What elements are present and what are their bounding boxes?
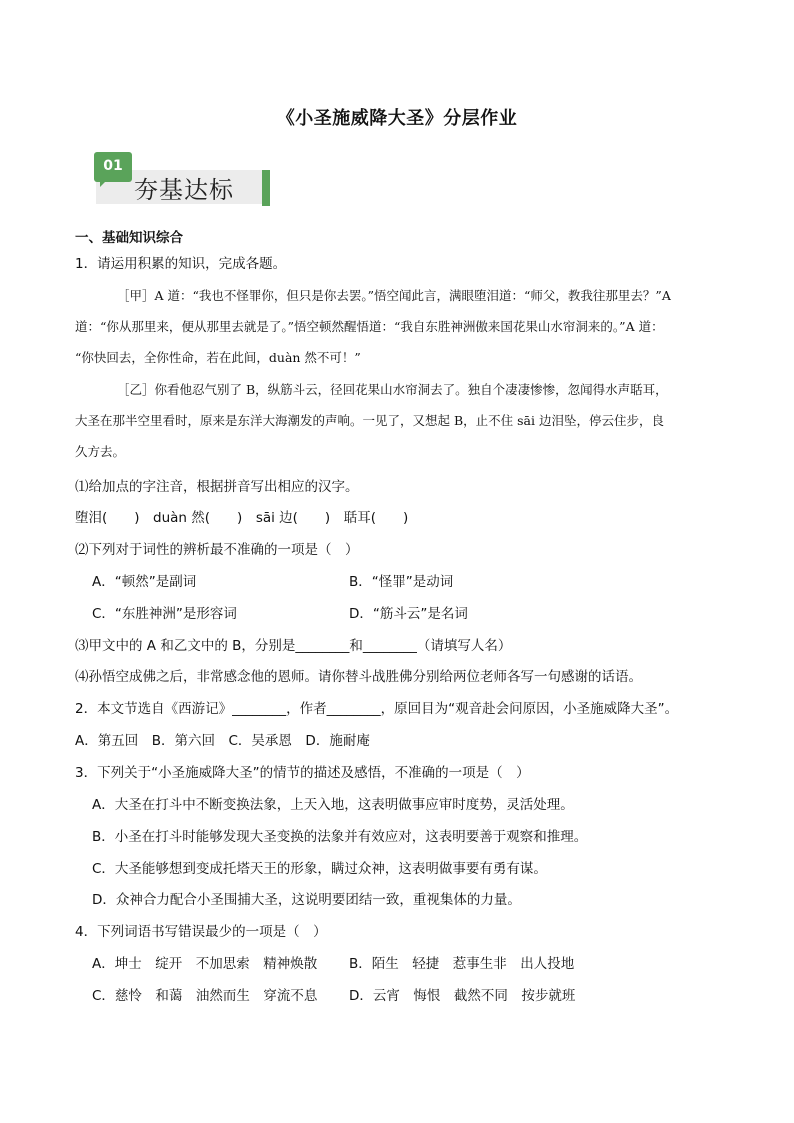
question-2-options: A．第五回 B．第六回 C．吴承恩 D．施耐庵 bbox=[75, 733, 370, 749]
passage-a-line: ［甲］A 道：“我也不怪罪你，但只是你去罢。”悟空闻此言，满眼堕泪道：“师父，教我往那里去？”A bbox=[117, 288, 671, 303]
sub-question-2: ⑵下列对于词性的辨析最不准确的一项是（ ） bbox=[75, 542, 359, 558]
pinyin-blanks: 堕泪( ) duàn 然( ) sāi 边( ) 聒耳( ) bbox=[75, 510, 409, 526]
option-c: C．“东胜神洲”是形容词 bbox=[92, 606, 237, 622]
question-4-stem: 4．下列词语书写错误最少的一项是（ ） bbox=[75, 924, 327, 940]
option-d: D．“筋斗云”是名词 bbox=[349, 606, 468, 622]
sub-question-1: ⑴给加点的字注音，根据拼音写出相应的汉字。 bbox=[75, 479, 359, 495]
page-title: 《小圣施威降大圣》分层作业 bbox=[276, 108, 518, 129]
q4-option-b: B．陌生 轻捷 惹事生非 出人投地 bbox=[349, 956, 575, 972]
passage-a-line: “你快回去，全你性命，若在此间，duàn 然不可！” bbox=[75, 350, 361, 365]
banner-number-badge: 01 bbox=[94, 152, 132, 182]
option-a: A．“顿然”是副词 bbox=[92, 574, 197, 590]
section-banner bbox=[86, 150, 272, 206]
passage-b-line: 久方去。 bbox=[75, 444, 126, 459]
q4-option-c: C．慈怜 和蔼 油然而生 穿流不息 bbox=[92, 988, 318, 1004]
q3-option-d: D．众神合力配合小圣围捕大圣，这说明要团结一致，重视集体的力量。 bbox=[92, 892, 521, 908]
q3-option-a: A．大圣在打斗中不断变换法象，上天入地，这表明做事应审时度势，灵活处理。 bbox=[92, 797, 574, 813]
banner-label: 夯基达标 bbox=[134, 176, 234, 204]
passage-b-line: 大圣在那半空里看时，原来是东洋大海潮发的声响。一见了，又想起 B，止不住 sāi 边泪坠，停云住步，良 bbox=[75, 413, 664, 428]
passage-a-line: 道：“你从那里来，便从那里去就是了。”悟空顿然醒悟道：“我自东胜神洲傲来国花果山水帘洞来的。”A 道： bbox=[75, 319, 664, 334]
q3-option-b: B．小圣在打斗时能够发现大圣变换的法象并有效应对，这表明要善于观察和推理。 bbox=[92, 829, 588, 845]
question-2-stem: 2．本文节选自《西游记》________，作者________，原回目为“观音赴会问原因，小圣施威降大圣”。 bbox=[75, 701, 679, 717]
question-1-stem: 1．请运用积累的知识，完成各题。 bbox=[75, 256, 287, 272]
q4-option-a: A．坤士 绽开 不加思索 精神焕散 bbox=[92, 956, 318, 972]
sub-question-4: ⑷孙悟空成佛之后，非常感念他的恩师。请你替斗战胜佛分别给两位老师各写一句感谢的话语。 bbox=[75, 669, 642, 685]
question-3-stem: 3．下列关于“小圣施威降大圣”的情节的描述及感悟，不准确的一项是（ ） bbox=[75, 765, 530, 781]
banner-stripe bbox=[262, 170, 270, 206]
option-b: B．“怪罪”是动词 bbox=[349, 574, 454, 590]
sub-question-3: ⑶甲文中的 A 和乙文中的 B，分别是________和________（请填写人名） bbox=[75, 638, 512, 654]
section-heading: 一、基础知识综合 bbox=[75, 230, 183, 246]
q3-option-c: C．大圣能够想到变成托塔天王的形象，瞒过众神，这表明做事要有勇有谋。 bbox=[92, 861, 547, 877]
q4-option-d: D．云宵 悔恨 截然不同 按步就班 bbox=[349, 988, 576, 1004]
badge-tail-icon bbox=[100, 180, 107, 187]
passage-b-line: ［乙］你看他忍气别了 B，纵筋斗云，径回花果山水帘洞去了。独自个凄凄惨惨，忽闻得水声聒耳， bbox=[117, 382, 668, 397]
